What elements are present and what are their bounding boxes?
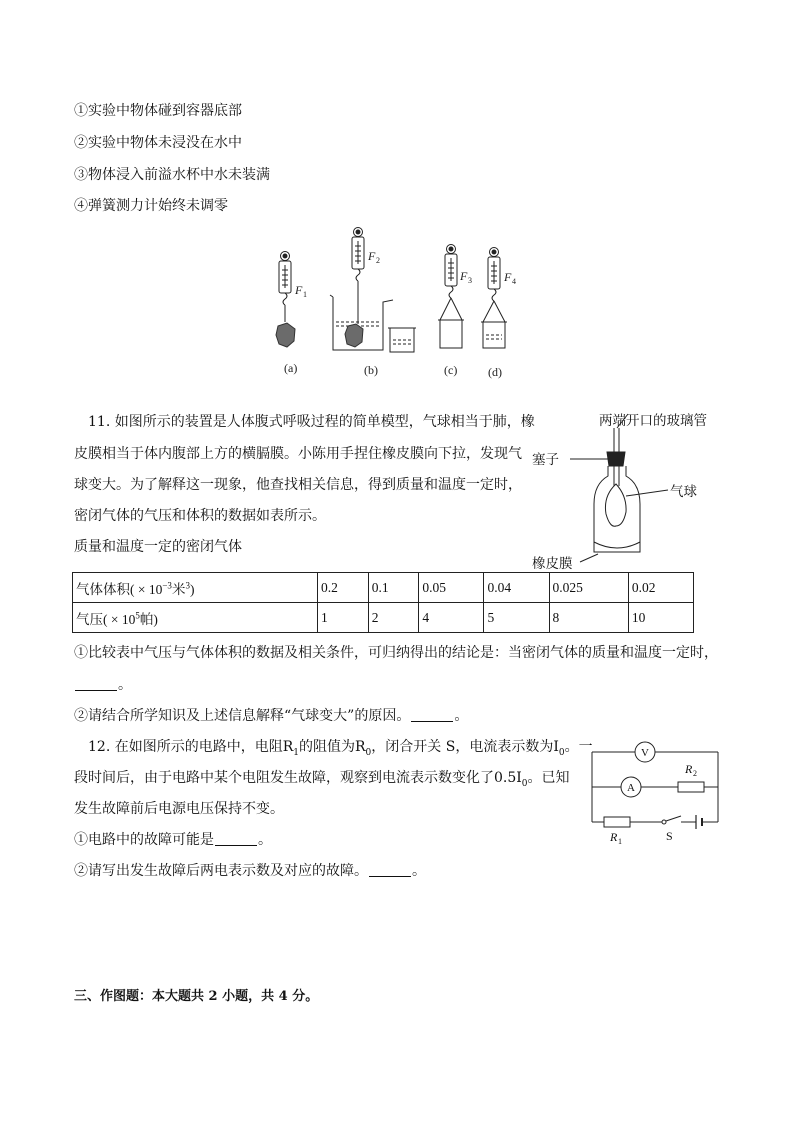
label-balloon: 气球 xyxy=(670,484,697,499)
table-cell: 2 xyxy=(368,603,419,633)
table-cell: 8 xyxy=(549,603,628,633)
label-F4: F xyxy=(504,270,512,284)
option-3: ③物体浸入前溢水杯中水未装满 xyxy=(74,167,270,183)
q11-sub-2: ②请结合所学知识及上述信息解释“气球变大”的原因。 。 xyxy=(74,708,469,724)
answer-blank[interactable] xyxy=(75,678,117,691)
gas-data-table xyxy=(72,572,694,633)
q12-line-2: 段时间后，由于电路中某个电阻发生故障，观察到电流表示数变化了$0.5I_0$。已知 xyxy=(74,770,570,789)
q12-sub-1: ①电路中的故障可能是 。 xyxy=(74,832,272,848)
label-F1-sub: 1 xyxy=(303,290,307,299)
caption-a: (a) xyxy=(284,361,298,375)
label-A: A xyxy=(627,782,635,794)
row-head-pressure: 气压( × $10^5$帕) xyxy=(73,603,318,633)
label-F3-sub: 3 xyxy=(468,276,472,285)
q11-line-3: 球变大。为了解释这一现象，他查找相关信息，得到质量和温度一定时， xyxy=(74,477,522,493)
label-R2: R xyxy=(685,762,693,776)
q12-line-1: 12. 在如图所示的电路中，电阻$R_1$的阻值为$R_0$，闭合开关 S，电流表示数为$I_0$。一 xyxy=(88,739,593,758)
circuit-diagram xyxy=(586,740,726,846)
spring-scale-c xyxy=(438,245,464,349)
table-cell: 0.2 xyxy=(318,573,369,603)
label-F3: F xyxy=(460,269,468,283)
label-V: V xyxy=(641,747,649,759)
resistor-r2-icon xyxy=(678,782,704,792)
row-head-volume: 气体体积( × $10^{-3}$米$^3$) xyxy=(73,573,318,603)
label-glass-tube: 两端开口的玻璃管 xyxy=(599,413,707,428)
q11-sub-1: ①比较表中气压与气体体积的数据及相关条件，可归纳得出的结论是：当密闭气体的质量和温度一定时， xyxy=(74,645,718,661)
spring-scale-d xyxy=(481,248,507,349)
label-membrane: 橡皮膜 xyxy=(532,556,573,571)
label-R1: R xyxy=(610,830,618,844)
table-row-pressure xyxy=(73,603,694,633)
label-F2-sub: 2 xyxy=(376,256,380,265)
switch-icon xyxy=(662,820,666,824)
table-cell: 4 xyxy=(419,603,484,633)
label-F2: F xyxy=(368,249,376,263)
table-row-volume xyxy=(73,573,694,603)
label-S: S xyxy=(666,829,673,843)
table-cell: 0.1 xyxy=(368,573,419,603)
resistor-r1-icon xyxy=(604,817,630,827)
q11-sub-1-answer: 。 xyxy=(74,676,132,694)
table-cell: 1 xyxy=(318,603,369,633)
label-F4-sub: 4 xyxy=(512,277,516,286)
label-R2-sub: 2 xyxy=(693,769,697,778)
table-cell: 0.04 xyxy=(484,573,549,603)
label-R1-sub: 1 xyxy=(618,837,622,846)
label-plug: 塞子 xyxy=(532,452,559,467)
spring-scale-b xyxy=(330,228,416,353)
caption-b: (b) xyxy=(364,363,378,377)
option-4: ④弹簧测力计始终未调零 xyxy=(74,198,228,214)
table-cell: 10 xyxy=(628,603,693,633)
caption-d: (d) xyxy=(488,365,502,379)
spring-scale-figure xyxy=(260,222,530,382)
q11-line-1: 11. 如图所示的装置是人体腹式呼吸过程的简单模型，气球相当于肺，橡 xyxy=(88,414,535,430)
table-cell: 0.02 xyxy=(628,573,693,603)
spring-scale-a xyxy=(276,252,295,348)
table-title: 质量和温度一定的密闭气体 xyxy=(74,539,242,555)
option-1: ①实验中物体碰到容器底部 xyxy=(74,103,242,119)
q11-line-2: 皮膜相当于体内腹部上方的横膈膜。小陈用手捏住橡皮膜向下拉，发现气 xyxy=(74,446,522,462)
table-cell: 0.025 xyxy=(549,573,628,603)
answer-blank[interactable] xyxy=(411,709,453,722)
label-F1: F xyxy=(295,283,303,297)
q12-line-3: 发生故障前后电源电压保持不变。 xyxy=(74,801,284,817)
option-2: ②实验中物体未浸没在水中 xyxy=(74,135,242,151)
table-cell: 0.05 xyxy=(419,573,484,603)
q11-line-4: 密闭气体的气压和体积的数据如表所示。 xyxy=(74,508,326,524)
table-cell: 5 xyxy=(484,603,549,633)
caption-c: (c) xyxy=(444,363,458,377)
answer-blank[interactable] xyxy=(369,864,411,877)
q12-sub-2: ②请写出发生故障后两电表示数及对应的故障。 。 xyxy=(74,863,426,879)
section-3-heading: 三、作图题：本大题共 2 小题，共 4 分。 xyxy=(74,989,319,1004)
answer-blank[interactable] xyxy=(215,833,257,846)
breathing-model-figure xyxy=(530,404,750,574)
